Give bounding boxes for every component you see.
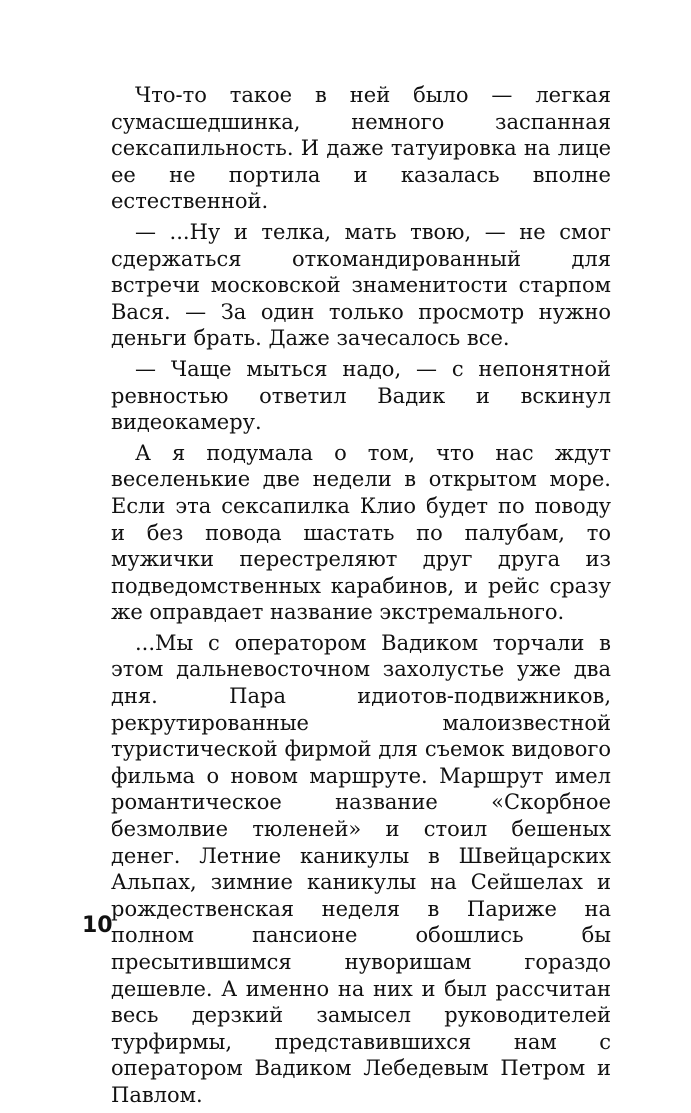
paragraph-1: Что-то такое в ней было — легкая сумасшедшинка, немного заспанная сексапильность. И даже татуировка на лице ее не портила и казалась вполне естественной. bbox=[111, 83, 611, 214]
paragraph-5: ...Мы с оператором Вадиком торчали в этом дальневосточном захолустье уже два дня. Пара идиотов-подвижников, рекрутированные малоизвестной туристической фирмой для съемок видового фильма о новом маршруте. Маршрут имел романтическое название «Скорбное безмолвие тюленей» и стоил бешеных денег. Летние каникулы в Швейцарских Альпах, зимние каникулы на Сейшелах и рождественская неделя в Париже на полном пансионе обошлись бы пресытившимся нуворишам гораздо дешевле. А именно на них и был рассчитан весь дерзкий замысел руководителей турфирмы, представившихся нам с оператором Вадиком Лебедевым Петром и Павлом. bbox=[111, 630, 611, 1107]
paragraph-4: А я подумала о том, что нас ждут веселенькие две недели в открытом море. Если эта сексапилка Клио будет по поводу и без повода шастать по палубам, то мужички перестреляют друг друга из подведомственных карабинов, и рейс сразу же оправдает название экстремального. bbox=[111, 440, 611, 625]
paragraph-2: — ...Ну и телка, мать твою, — не смог сдержаться откомандированный для встречи московской знаменитости старпом Вася. — За один только просмотр нужно деньги брать. Даже зачесалось все. bbox=[111, 219, 611, 351]
paragraph-3: — Чаще мыться надо, — с непонятной ревностью ответил Вадик и вскинул видеокамеру. bbox=[111, 356, 611, 435]
book-page-text bbox=[111, 82, 611, 1113]
page-number: 10 bbox=[82, 913, 113, 938]
